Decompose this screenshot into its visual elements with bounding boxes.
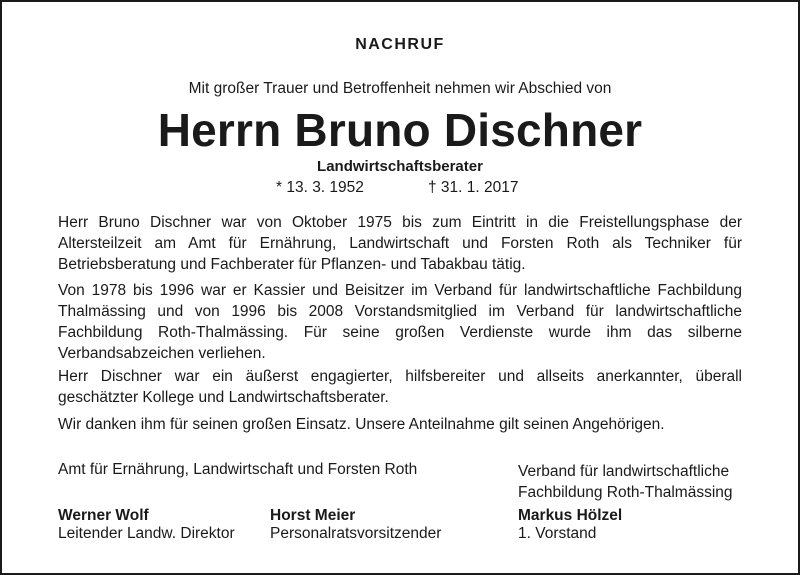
signatory-role: Personalratsvorsitzender <box>270 525 442 542</box>
deceased-name: Herrn Bruno Dischner <box>157 104 643 156</box>
intro-line: Mit großer Trauer und Betroffenheit nehmen wir Abschied von <box>188 80 612 97</box>
birth-date: * 13. 3. 1952 <box>276 179 364 196</box>
organization-association-line1: Verband für landwirtschaftliche <box>518 463 730 480</box>
paragraph-thanks: Wir danken ihm für seinen großen Einsatz. Unsere Anteilnahme gilt seinen Angehörigen. <box>58 416 665 433</box>
death-date: † 31. 1. 2017 <box>428 179 519 196</box>
paragraph-tribute: Herr Dischner war ein äußerst engagierter, hilfsbereiter und allseits anerkannter, überall geschätzter Kollege und Landwirtschaftsberater. <box>58 368 742 406</box>
paragraph-career: Herr Bruno Dischner war von Oktober 1975 bis zum Eintritt in die Freistellungsphase der Altersteilzeit am Amt für Ernährung, Landwirtschaft und Forsten Roth als Techniker für Betriebsberatung und Fachberater für Pflanzen- und Tabakbau tätig. <box>58 214 742 273</box>
organization-association-line2: Fachbildung Roth-Thalmässing <box>518 484 733 501</box>
signatory-role: 1. Vorstand <box>518 525 597 542</box>
paragraph-association: Von 1978 bis 1996 war er Kassier und Beisitzer im Verband für landwirtschaftliche Fachbildung Thalmässing und von 1996 bis 2008 Vorstandsmitglied im Verband für landwirtschaftliche Fachbildung Roth-Thalmässing. Für seine großen Verdienste wurde ihm das silberne Verbandsabzeichen verliehen. <box>58 282 742 362</box>
signatory-role: Leitender Landw. Direktor <box>58 525 235 542</box>
notice-heading: NACHRUF <box>355 36 445 53</box>
organization-office: Amt für Ernährung, Landwirtschaft und Forsten Roth <box>58 461 418 478</box>
signatory-name: Markus Hölzel <box>518 507 623 524</box>
deceased-profession: Landwirtschaftsberater <box>317 158 483 175</box>
signatory-name: Werner Wolf <box>58 507 149 524</box>
organization-association <box>518 461 748 503</box>
signatory-name: Horst Meier <box>270 507 356 524</box>
